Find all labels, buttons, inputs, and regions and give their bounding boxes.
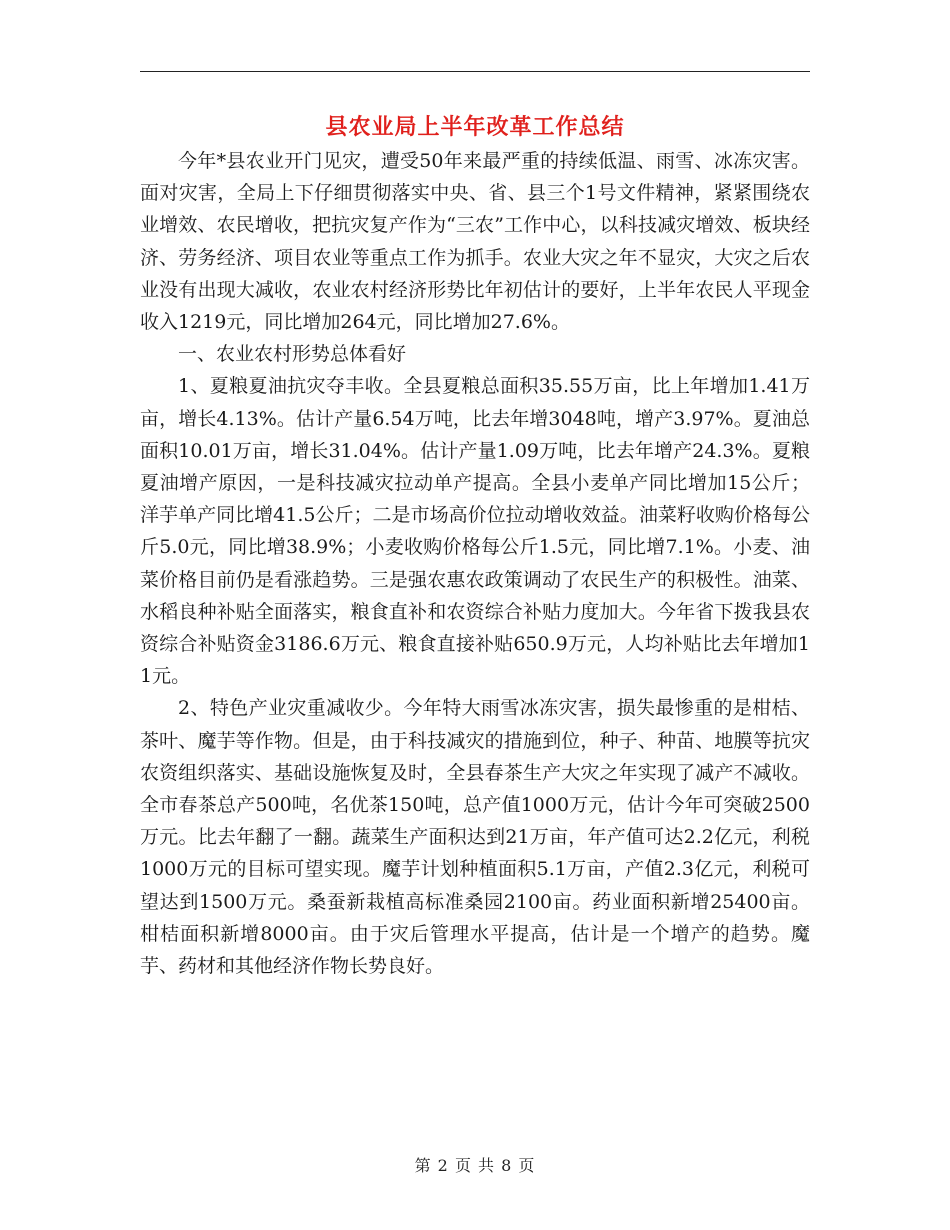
document-body xyxy=(140,145,810,982)
page-footer: 第 2 页 共 8 页 xyxy=(414,1156,536,1175)
paragraph-specialty-industry: 2、特色产业灾重减收少。今年特大雨雪冰冻灾害，损失最惨重的是柑桔、茶叶、魔芋等作物。但是，由于科技减灾的措施到位，种子、种苗、地膜等抗灾农资组织落实、基础设施恢复及时，全县春茶生产大灾之年实现了减产不减收。全市春茶总产500吨，名优茶150吨，总产值1000万元，估计今年可突破2500万元。比去年翻了一翻。蔬菜生产面积达到21万亩，年产值可达2.2亿元，利税1000万元的目标可望实现。魔芋计划种植面积5.1万亩，产值2.3亿元，利税可望达到1500万元。桑蚕新栽植高标准桑园2100亩。药业面积新增25400亩。柑桔面积新增8000亩。由于灾后管理水平提高，估计是一个增产的趋势。魔芋、药材和其他经济作物长势良好。 xyxy=(140,697,810,978)
section-heading: 一、农业农村形势总体看好 xyxy=(178,343,407,366)
header-rule xyxy=(140,71,810,72)
document-title: 县农业局上半年改革工作总结 xyxy=(325,114,625,140)
paragraph-summer-grain: 1、夏粮夏油抗灾夺丰收。全县夏粮总面积35.55万亩，比上年增加1.41万亩，增长4.13%。估计产量6.54万吨，比去年增3048吨，增产3.97%。夏油总面积10.01万亩，增长31.04%。估计产量1.09万吨，比去年增产24.3%。夏粮夏油增产原因，一是科技减灾拉动单产提高。全县小麦单产同比增加15公斤；洋芋单产同比增41.5公斤；二是市场高价位拉动增收效益。油菜籽收购价格每公斤5.0元，同比增38.9%；小麦收购价格每公斤1.5元，同比增7.1%。小麦、油菜价格目前仍是看涨趋势。三是强农惠农政策调动了农民生产的积极性。油菜、水稻良种补贴全面落实，粮食直补和农资综合补贴力度加大。今年省下拨我县农资综合补贴资金3186.6万元、粮食直接补贴650.9万元，人均补贴比去年增加11元。 xyxy=(140,375,810,688)
paragraph-intro: 今年*县农业开门见灾，遭受50年来最严重的持续低温、雨雪、冰冻灾害。面对灾害，全局上下仔细贯彻落实中央、省、县三个1号文件精神，紧紧围绕农业增效、农民增收，把抗灾复产作为“三农”工作中心，以科技减灾增效、板块经济、劳务经济、项目农业等重点工作为抓手。农业大灾之年不显灾，大灾之后农业没有出现大减收，农业农村经济形势比年初估计的要好，上半年农民人平现金收入1219元，同比增加264元，同比增加27.6%。 xyxy=(140,150,810,334)
